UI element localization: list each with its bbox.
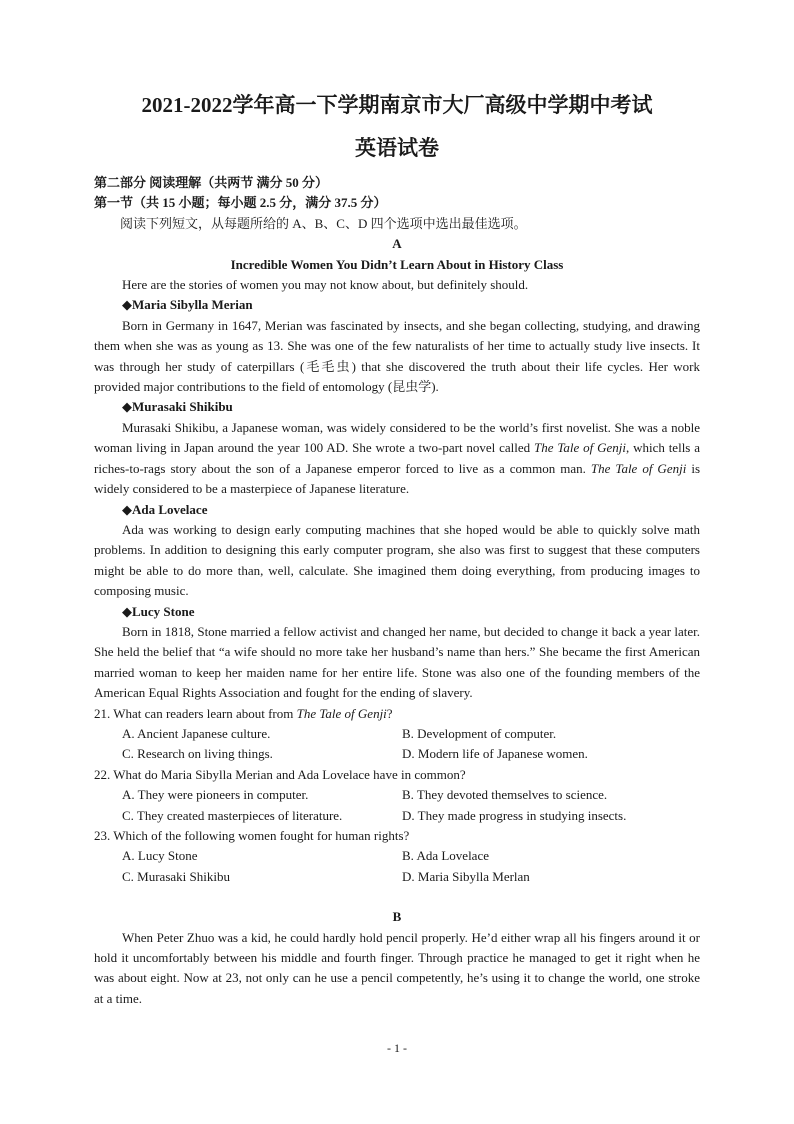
paragraph-lovelace: Ada was working to design early computing machines that she hoped would be able to quickly solve math problems. In addition to designing this early computer program, she also was first to suggest that these computers might be able to do more than, well, calculate. She imagined them doing everything, from producing images to composing music. <box>94 521 700 599</box>
paragraph-shikibu <box>94 418 700 500</box>
option-c: C. They created masterpieces of literature. <box>122 807 343 823</box>
person-heading-shikibu: ◆Murasaki Shikibu <box>122 399 233 415</box>
page-number: - 1 - <box>387 1041 407 1055</box>
person-heading-lovelace: ◆Ada Lovelace <box>122 501 208 517</box>
text-run: Murasaki Shikibu, a Japanese woman, was widely considered to be the world’s first novelist. She was a noble woman living in Japan around the year 100 AD. She wrote a two-part novel called <box>94 419 700 456</box>
section-sub: 第一节（共 15 小题；每小题 2.5 分，满分 37.5 分） <box>94 195 387 211</box>
exam-page <box>94 90 700 1009</box>
page-title: 2021-2022学年高一下学期南京市大厂高级中学期中考试 <box>141 93 653 117</box>
person-heading-merian: ◆Maria Sibylla Merian <box>122 297 253 313</box>
passage-a-intro: Here are the stories of women you may not know about, but definitely should. <box>122 277 529 293</box>
option-b: B. Ada Lovelace <box>402 848 489 864</box>
paragraph-stone: Born in 1818, Stone married a fellow activist and changed her name, but decided to change it back a year later. She held the belief that “a wife should no more take her husband’s name than hers.” She became the first American married woman to keep her maiden name for her entire life. Stone was also one of the founding members of the American Equal Rights Association and fought for the ending of slavery. <box>94 623 700 701</box>
option-a: A. Lucy Stone <box>122 848 198 864</box>
book-title: The Tale of Genji <box>534 440 626 456</box>
book-title: The Tale of Genji <box>590 460 687 476</box>
option-b: B. Development of computer. <box>402 725 557 741</box>
option-a: A. Ancient Japanese culture. <box>122 725 271 741</box>
passage-a-letter: A <box>392 236 402 252</box>
question-21-options <box>94 724 700 765</box>
spacer <box>94 887 700 907</box>
option-b: B. They devoted themselves to science. <box>402 787 608 803</box>
passage-b-letter: B <box>392 909 402 925</box>
person-heading-stone: ◆Lucy Stone <box>122 603 195 619</box>
question-23: 23. Which of the following women fought for human rights? <box>94 828 410 843</box>
option-c: C. Research on living things. <box>122 746 273 762</box>
question-21 <box>94 704 700 724</box>
paragraph-merian: Born in Germany in 1647, Merian was fascinated by insects, and she began collecting, studying, and drawing them when she was as young as 13. She was one of the few naturalists of her time to actually study live insects. It was through her study of caterpillars (毛毛虫) that she discovered the truth about their life cycles. Her work provided major contributions to the field of entomology (昆虫学). <box>94 317 700 395</box>
option-a: A. They were pioneers in computer. <box>122 787 309 803</box>
section-part: 第二部分 阅读理解（共两节 满分 50 分） <box>94 175 329 190</box>
passage-a-heading: Incredible Women You Didn’t Learn About in History Class <box>230 256 564 272</box>
text-run: is widely considered to be a masterpiece of Japanese literature. <box>94 460 700 497</box>
question-23-options <box>94 846 700 887</box>
question-mark: ? <box>386 705 393 721</box>
option-d: D. They made progress in studying insects. <box>402 807 627 823</box>
section-instruction: 阅读下列短文，从每题所给的 A、B、C、D 四个选项中选出最佳选项。 <box>120 215 527 231</box>
question-22: 22. What do Maria Sibylla Merian and Ada Lovelace have in common? <box>94 766 466 782</box>
page-subtitle: 英语试卷 <box>355 136 439 160</box>
text-run: , which tells a riches-to-rags story about the son of a Japanese emperor forced to live as a common man. <box>94 440 700 476</box>
question-text: 21. What can readers learn about from <box>94 705 297 721</box>
book-title: The Tale of Genji <box>296 705 387 721</box>
question-22-options <box>94 785 700 826</box>
paragraph-peter-zhuo: When Peter Zhuo was a kid, he could hardly hold pencil properly. He’d either wrap all his fingers around it or hold it uncomfortably between his middle and fourth finger. Through practice he managed to get it right when he was about eight. Now at 23, not only can he use a pencil competently, he’s using it to change the world, one stroke at a time. <box>94 929 700 1006</box>
option-c: C. Murasaki Shikibu <box>122 868 230 884</box>
option-d: D. Modern life of Japanese women. <box>402 746 588 762</box>
option-d: D. Maria Sibylla Merlan <box>402 868 530 884</box>
